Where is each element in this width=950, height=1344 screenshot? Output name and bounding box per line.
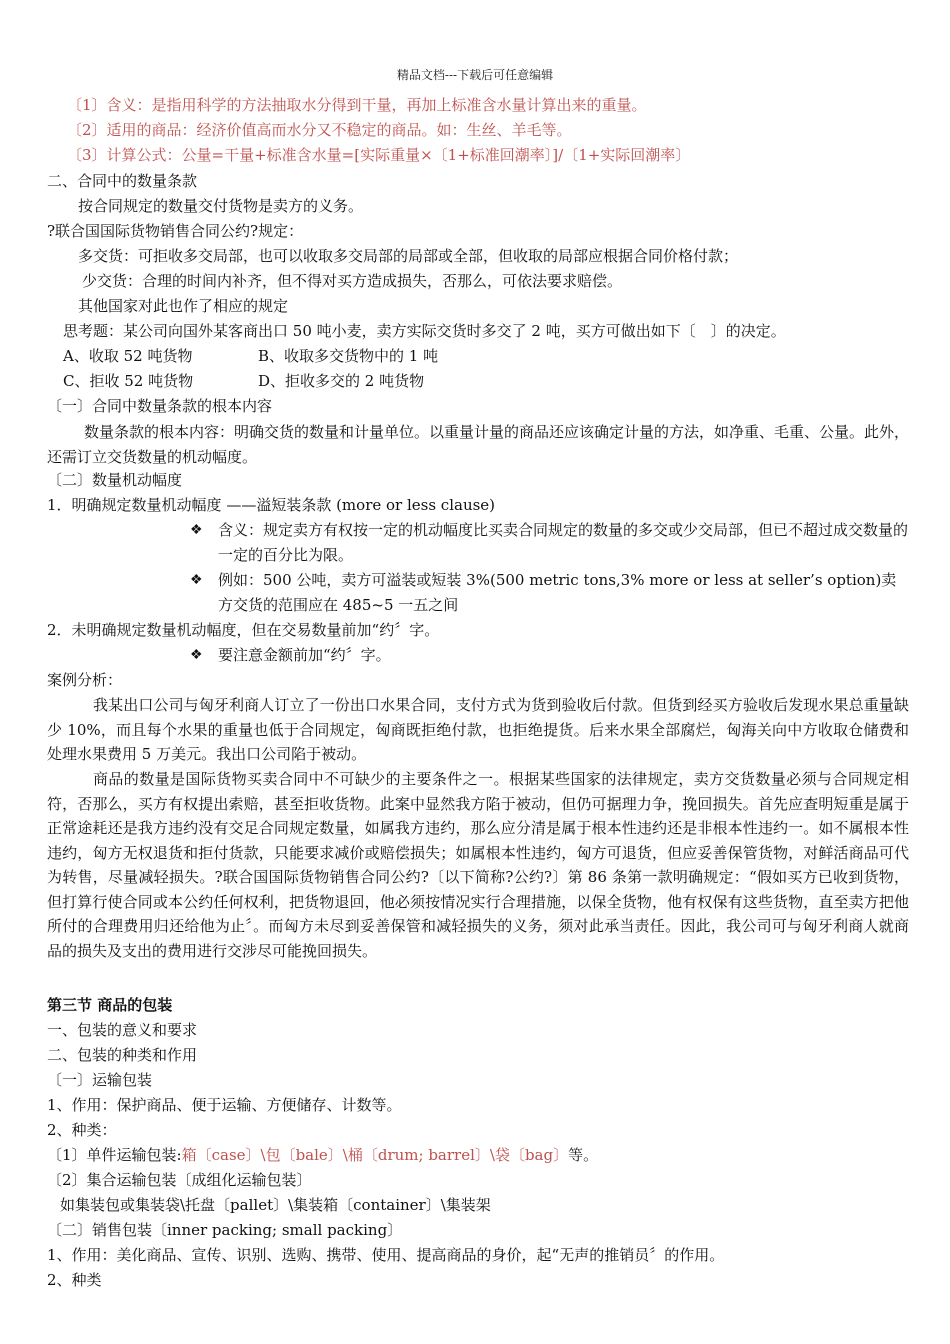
paragraph-case: 我某出口公司与匈牙利商人订立了一份出口水果合同，支付方式为货到验收后付款。但货到经买方验收后发现水果总重量缺少 10%，而且每个水果的重量也低于合同规定，匈商既拒绝付款，也拒绝提货。后来水果全部腐烂，匈海关向中方收取仓储费和处理水果费用 5 万美元。我出口公司陷于被动。 (47, 696, 909, 763)
option-c: C、拒收 52 吨货物 (63, 372, 194, 390)
line-convention: ?联合国国际货物销售合同公约?规定： (47, 222, 304, 240)
bullet-amount: 要注意金额前加“约〞字。 (218, 646, 391, 664)
line-over-delivery: 多交货：可拒收多交局部，也可以收取多交局部的局部或全部，但收取的局部应根据合同价格付款； (78, 247, 739, 265)
subheading-sales-packing: 〔二〕销售包装〔inner packing; small packing〕 (47, 1221, 403, 1239)
line-question: 思考题：某公司向国外某客商出口 50 吨小麦，卖方实际交货时多交了 2 吨，买方可做出如下〔 〕的决定。 (63, 322, 786, 340)
page-header: 精品文档---下载后可任意编辑 (396, 68, 554, 82)
bullet-example: 例如：500 公吨，卖方可溢装或短装 3%(500 metric tons,3% more or less at seller’s option)卖方交货的范围应在 485~5 一五之间 (218, 571, 897, 614)
line-formula: 〔3〕计算公式：公量=干量+标准含水量=[实际重量×〔1+标准回潮率〕]/〔1+实际回潮率〕 (67, 146, 691, 164)
single-packing-items: 箱〔case〕\包〔bale〕\桶〔drum; barrel〕\袋〔bag〕 (181, 1146, 569, 1164)
line-group-packing-examples: 如集装包或集装袋\托盘〔pallet〕\集装箱〔container〕\集装架 (60, 1196, 491, 1214)
line-transport-function: 1、作用：保护商品、便于运输、方便储存、计数等。 (47, 1096, 402, 1114)
line-short-delivery: 少交货：合理的时间内补齐，但不得对买方造成损失，否那么，可依法要求赔偿。 (82, 272, 623, 290)
subheading-transport-packing: 〔一〕运输包装 (47, 1071, 153, 1089)
heading-packaging-meaning: 一、包装的意义和要求 (47, 1021, 198, 1039)
bullet-meaning: 含义：规定卖方有权按一定的机动幅度比买卖合同规定的数量的多交或少交局部，但已不超过成交数量的一定的百分比为限。 (218, 521, 909, 564)
subheading-basic-content: 〔一〕合同中数量条款的根本内容 (47, 397, 273, 415)
option-d: D、拒收多交的 2 吨货物 (258, 372, 425, 390)
diamond-bullet-icon: ❖ (190, 522, 203, 538)
paragraph-basic-content: 数量条款的根本内容：明确交货的数量和计量单位。以重量计量的商品还应该确定计量的方法，如净重、毛重、公量。此外，还需订立交货数量的机动幅度。 (47, 423, 910, 466)
line-sales-function: 1、作用：美化商品、宣传、识别、选购、携带、使用、提高商品的身价，起“无声的推销员〞的作用。 (47, 1246, 725, 1264)
option-b: B、收取多交货物中的 1 吨 (258, 347, 439, 365)
section-heading-quantity-clause: 二、合同中的数量条款 (47, 172, 198, 190)
line-about-quantity: 2．未明确规定数量机动幅度，但在交易数量前加“约〞字。 (47, 621, 440, 639)
line-group-packing: 〔2〕集合运输包装〔成组化运输包装〕 (47, 1171, 312, 1189)
diamond-bullet-icon: ❖ (190, 572, 203, 588)
section-title-packaging: 第三节 商品的包装 (47, 996, 173, 1014)
line-obligation: 按合同规定的数量交付货物是卖方的义务。 (78, 197, 364, 215)
line-single-packing (47, 1145, 598, 1165)
line-other-countries: 其他国家对此也作了相应的规定 (78, 297, 289, 315)
line-meaning: 〔1〕含义：是指用科学的方法抽取水分得到干量，再加上标准含水量计算出来的重量。 (67, 96, 647, 114)
line-transport-types: 2、种类： (47, 1121, 117, 1139)
option-a: A、收取 52 吨货物 (63, 347, 193, 365)
heading-case-analysis: 案例分析： (47, 671, 123, 689)
line-applicable-goods: 〔2〕适用的商品：经济价值高而水分又不稳定的商品。如：生丝、羊毛等。 (67, 121, 572, 139)
diamond-bullet-icon: ❖ (190, 647, 203, 663)
subheading-flexibility: 〔二〕数量机动幅度 (47, 471, 183, 489)
paragraph-analysis: 商品的数量是国际货物买卖合同中不可缺少的主要条件之一。根据某些国家的法律规定，卖方交货数量必须与合同规定相符，否那么，买方有权提出索赔，甚至拒收货物。此案中显然我方陷于被动，但仍可据理力争，挽回损失。首先应查明短重是属于正常途耗还是我方违约没有交足合同规定数量，如属我方违约，那么应分清是属于根本性违约还是非根本性违约一。如不属根本性违约，匈方无权退货和拒付货款，只能要求减价或赔偿损失；如属根本性违约，匈方可退货，但应妥善保管货物，对鲜活商品可代为转售，尽量减轻损失。?联合国国际货物销售合同公约?〔以下简称?公约?〕第 86 条第一款明确规定：“假如买方已收到货物，但打算行使合同或本公约任何权利，把货物退回，他必须按情况实行合理措施，以保全货物，他有权保有这些货物，直至卖方把他所付的合理费用归还给他为止〞。而匈方未尽到妥善保管和减轻损失的义务，须对此承当责任。因此，我公司可与匈牙利商人就商品的损失及支出的费用进行交涉尽可能挽回损失。 (47, 770, 909, 960)
single-packing-suffix: 等。 (568, 1146, 599, 1164)
single-packing-label: 〔1〕单件运输包装: (47, 1146, 182, 1164)
heading-packaging-types: 二、包装的种类和作用 (47, 1046, 198, 1064)
line-more-or-less-clause: 1．明确规定数量机动幅度 ——溢短装条款 (more or less clause) (47, 496, 496, 514)
line-sales-types: 2、种类 (47, 1271, 102, 1289)
